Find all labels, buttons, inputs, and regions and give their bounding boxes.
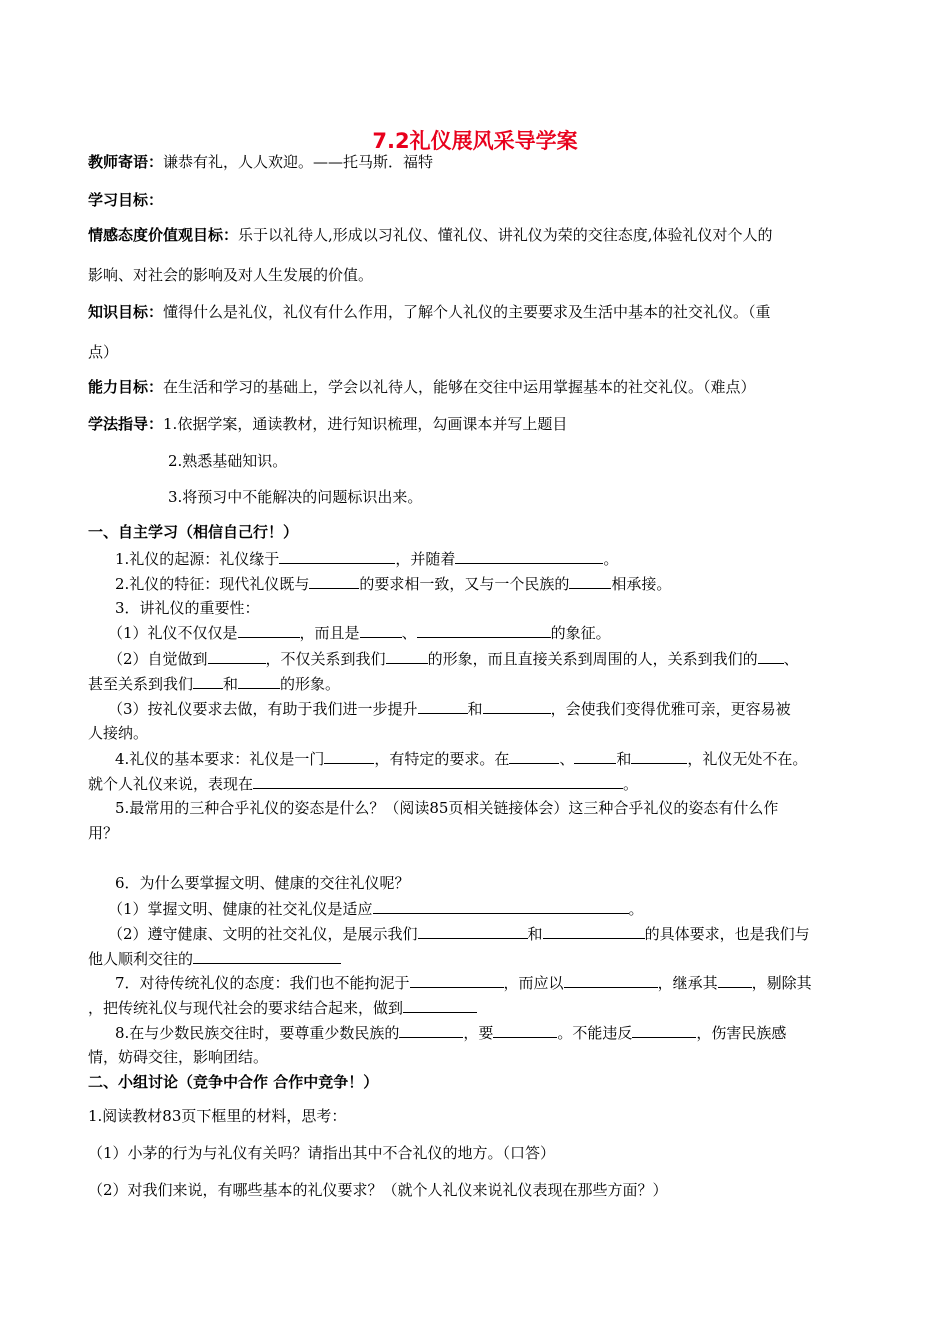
question-3: 3．讲礼仪的重要性：	[115, 599, 260, 617]
blank[interactable]	[564, 972, 658, 988]
method-guide: 学法指导：1.依据学案，通读教材，进行知识梳理，勾画课本并写上题目	[88, 415, 568, 433]
blank[interactable]	[193, 948, 341, 964]
blank[interactable]	[631, 748, 687, 764]
blank[interactable]	[418, 923, 528, 939]
knowledge-goal: 知识目标：懂得什么是礼仪，礼仪有什么作用，了解个人礼仪的主要要求及生活中基本的社交礼仪。（重	[88, 303, 771, 321]
question-1: 1.礼仪的起源：礼仪缘于 ，并随着 。	[115, 550, 619, 568]
blank[interactable]	[360, 622, 402, 638]
blank[interactable]	[718, 972, 752, 988]
question-6-2-cont: 他人顺利交往的	[88, 948, 341, 969]
blank[interactable]	[238, 673, 280, 689]
question-5-cont: 用？	[88, 824, 119, 842]
question-4: 4.礼仪的基本要求：礼仪是一门 ，有特定的要求。在 、 和 ，礼仪无处不在。	[115, 750, 808, 768]
blank[interactable]	[493, 1022, 557, 1038]
blank[interactable]	[279, 548, 395, 564]
question-3-2-cont: 甚至关系到我们 和 的形象。	[88, 675, 341, 693]
blank[interactable]	[373, 898, 629, 914]
question-3-2: （2）自觉做到 ，不仅关系到我们 的形象，而且直接关系到周围的人，关系到我们的 、	[108, 650, 799, 668]
blank[interactable]	[417, 622, 551, 638]
blank[interactable]	[543, 923, 645, 939]
method-step-3: 3.将预习中不能解决的问题标识出来。	[168, 488, 423, 506]
blank[interactable]	[483, 698, 551, 714]
blank[interactable]	[569, 573, 611, 589]
question-5: 5.最常用的三种合乎礼仪的姿态是什么？（阅读85页相关链接体会）这三种合乎礼仪的姿态有什么作	[115, 799, 779, 817]
goals-heading: 学习目标：	[88, 191, 164, 209]
discussion-1-2: （2）对我们来说，有哪些基本的礼仪要求？（就个人礼仪来说礼仪表现在那些方面？）	[88, 1181, 668, 1199]
blank[interactable]	[455, 548, 603, 564]
blank[interactable]	[238, 622, 300, 638]
question-4-cont: 就个人礼仪来说，表现在 。	[88, 775, 639, 793]
question-6-1: （1）掌握文明、健康的社交礼仪是适应 。	[108, 900, 644, 918]
blank[interactable]	[403, 997, 477, 1013]
page-title: 7.2礼仪展风采导学案	[372, 129, 578, 153]
question-3-1: （1）礼仪不仅仅是 ，而且是 、 的象征。	[108, 624, 611, 642]
blank[interactable]	[309, 573, 359, 589]
question-7: 7．对待传统礼仪的态度：我们也不能拘泥于 ，而应以 ，继承其 ，剔除其	[115, 974, 812, 992]
blank[interactable]	[399, 1022, 463, 1038]
method-step-2: 2.熟悉基础知识。	[168, 452, 288, 470]
section-2-heading: 二、小组讨论（竞争中合作 合作中竞争！）	[88, 1073, 379, 1091]
question-8: 8.在与少数民族交往时，要尊重少数民族的 ，要 。不能违反 ，伤害民族感	[115, 1024, 787, 1042]
emotion-goal-cont: 影响、对社会的影响及对人生发展的价值。	[88, 266, 374, 284]
blank[interactable]	[418, 698, 468, 714]
question-6-2: （2）遵守健康、文明的社交礼仪，是展示我们 和 的具体要求，也是我们与	[108, 925, 810, 943]
blank[interactable]	[574, 748, 616, 764]
blank[interactable]	[324, 748, 374, 764]
emotion-goal: 情感态度价值观目标：乐于以礼待人,形成以习礼仪、懂礼仪、讲礼仪为荣的交往态度,体验礼仪对个人的	[88, 226, 773, 244]
question-8-cont: 情，妨碍交往，影响团结。	[88, 1048, 269, 1066]
knowledge-goal-cont: 点）	[88, 343, 119, 361]
blank[interactable]	[193, 673, 223, 689]
question-7-cont: ，把传统礼仪与现代社会的要求结合起来，做到	[88, 997, 477, 1018]
discussion-1-1: （1）小茅的行为与礼仪有关吗？请指出其中不合礼仪的地方。（口答）	[88, 1144, 556, 1162]
question-2: 2.礼仪的特征：现代礼仪既与 的要求相一致，又与一个民族的 相承接。	[115, 575, 672, 593]
section-1-heading: 一、自主学习（相信自己行！）	[88, 523, 299, 541]
blank[interactable]	[632, 1022, 696, 1038]
blank[interactable]	[253, 773, 623, 789]
ability-goal: 能力目标：在生活和学习的基础上，学会以礼待人，能够在交往中运用掌握基本的社交礼仪。（难点）	[88, 378, 756, 396]
question-6: 6．为什么要掌握文明、健康的交往礼仪呢？	[115, 874, 410, 892]
discussion-1: 1.阅读教材83页下框里的材料，思考：	[88, 1107, 347, 1125]
blank[interactable]	[509, 748, 559, 764]
question-3-3: （3）按礼仪要求去做，有助于我们进一步提升 和 ，会使我们变得优雅可亲，更容易被	[108, 700, 791, 718]
blank[interactable]	[410, 972, 504, 988]
teacher-motto: 教师寄语：谦恭有礼，人人欢迎。——托马斯．福特	[88, 153, 434, 171]
blank[interactable]	[386, 648, 428, 664]
blank[interactable]	[758, 648, 784, 664]
blank[interactable]	[208, 648, 266, 664]
question-3-3-cont: 人接纳。	[88, 724, 149, 742]
